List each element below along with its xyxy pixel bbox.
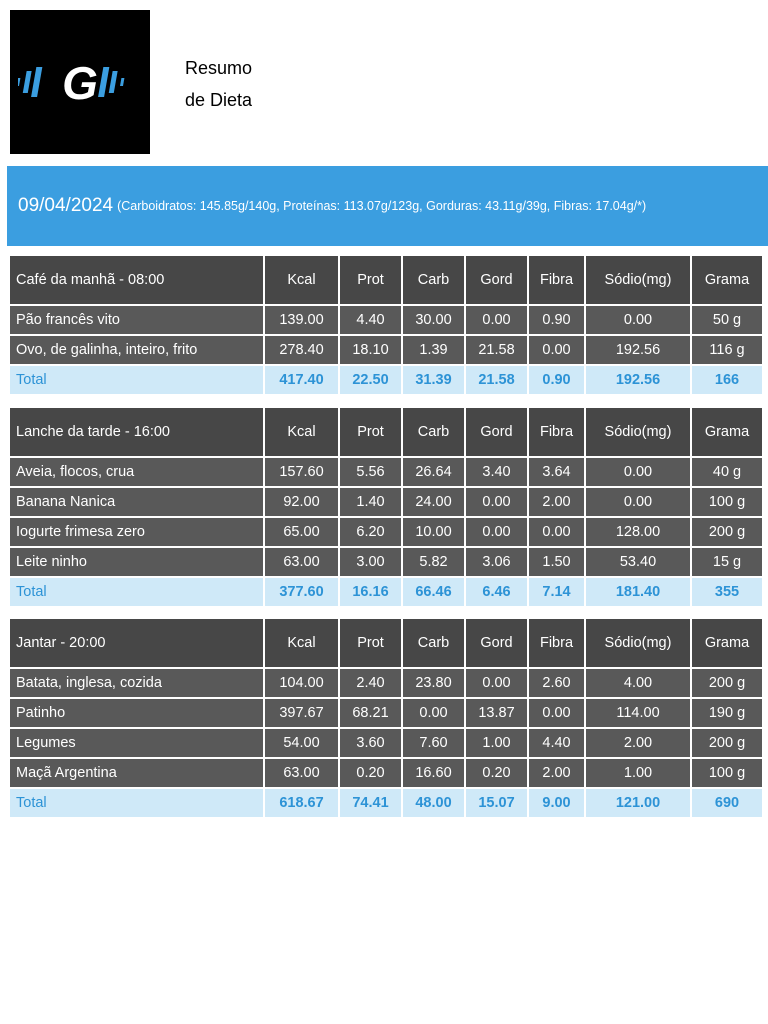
- food-sodio: 128.00: [586, 518, 690, 548]
- food-prot: 4.40: [340, 306, 401, 336]
- food-prot: 0.20: [340, 759, 401, 789]
- food-grama: 100 g: [692, 488, 762, 518]
- column-header-prot: Prot: [340, 408, 401, 458]
- food-row: [10, 306, 762, 336]
- app-logo: [10, 10, 150, 154]
- column-header-kcal: Kcal: [265, 408, 338, 458]
- total-row: [10, 789, 762, 819]
- meal-table: [8, 619, 764, 819]
- food-grama: 200 g: [692, 669, 762, 699]
- total-gord: 15.07: [466, 789, 527, 819]
- column-header-sodio: Sódio(mg): [586, 408, 690, 458]
- meal-title: Café da manhã - 08:00: [10, 256, 263, 306]
- food-row: [10, 518, 762, 548]
- food-sodio: 192.56: [586, 336, 690, 366]
- total-kcal: 618.67: [265, 789, 338, 819]
- food-fibra: 0.90: [529, 306, 584, 336]
- food-row: [10, 336, 762, 366]
- food-sodio: 4.00: [586, 669, 690, 699]
- food-carb: 0.00: [403, 699, 464, 729]
- food-gord: 1.00: [466, 729, 527, 759]
- total-label: Total: [10, 366, 263, 396]
- total-gord: 21.58: [466, 366, 527, 396]
- macro-summary: (Carboidratos: 145.85g/140g, Proteínas: 113.07g/123g, Gorduras: 43.11g/39g, Fibras: 17.04g/*): [117, 199, 647, 213]
- food-grama: 200 g: [692, 729, 762, 759]
- column-header-fibra: Fibra: [529, 256, 584, 306]
- diet-date: 09/04/2024: [18, 195, 114, 216]
- meal-table: [8, 408, 764, 608]
- food-grama: 15 g: [692, 548, 762, 578]
- food-grama: 190 g: [692, 699, 762, 729]
- food-name: Ovo, de galinha, inteiro, frito: [10, 336, 263, 366]
- food-gord: 0.00: [466, 488, 527, 518]
- column-header-carb: Carb: [403, 256, 464, 306]
- food-fibra: 3.64: [529, 458, 584, 488]
- food-sodio: 0.00: [586, 306, 690, 336]
- food-sodio: 1.00: [586, 759, 690, 789]
- food-row: [10, 548, 762, 578]
- column-header-kcal: Kcal: [265, 619, 338, 669]
- food-prot: 6.20: [340, 518, 401, 548]
- food-name: Batata, inglesa, cozida: [10, 669, 263, 699]
- food-row: [10, 488, 762, 518]
- total-gord: 6.46: [466, 578, 527, 608]
- food-prot: 5.56: [340, 458, 401, 488]
- column-header-gord: Gord: [466, 619, 527, 669]
- food-fibra: 0.00: [529, 336, 584, 366]
- food-kcal: 139.00: [265, 306, 338, 336]
- food-carb: 1.39: [403, 336, 464, 366]
- food-kcal: 65.00: [265, 518, 338, 548]
- food-sodio: 0.00: [586, 488, 690, 518]
- dumbbell-g-logo-icon: [18, 52, 142, 112]
- food-gord: 0.00: [466, 669, 527, 699]
- food-name: Pão francês vito: [10, 306, 263, 336]
- total-prot: 22.50: [340, 366, 401, 396]
- column-header-prot: Prot: [340, 619, 401, 669]
- total-prot: 74.41: [340, 789, 401, 819]
- meal-table: [8, 256, 764, 396]
- column-header-sodio: Sódio(mg): [586, 619, 690, 669]
- total-fibra: 0.90: [529, 366, 584, 396]
- food-fibra: 4.40: [529, 729, 584, 759]
- total-prot: 16.16: [340, 578, 401, 608]
- total-fibra: 7.14: [529, 578, 584, 608]
- meal-title: Jantar - 20:00: [10, 619, 263, 669]
- food-kcal: 63.00: [265, 759, 338, 789]
- food-kcal: 104.00: [265, 669, 338, 699]
- meal-header-row: [10, 619, 762, 669]
- food-gord: 3.06: [466, 548, 527, 578]
- total-carb: 31.39: [403, 366, 464, 396]
- total-fibra: 9.00: [529, 789, 584, 819]
- meal-header-row: [10, 408, 762, 458]
- column-header-fibra: Fibra: [529, 619, 584, 669]
- column-header-kcal: Kcal: [265, 256, 338, 306]
- food-name: Leite ninho: [10, 548, 263, 578]
- column-header-carb: Carb: [403, 619, 464, 669]
- food-sodio: 114.00: [586, 699, 690, 729]
- food-prot: 68.21: [340, 699, 401, 729]
- total-grama: 166: [692, 366, 762, 396]
- food-prot: 3.00: [340, 548, 401, 578]
- food-sodio: 2.00: [586, 729, 690, 759]
- food-fibra: 2.00: [529, 759, 584, 789]
- column-header-sodio: Sódio(mg): [586, 256, 690, 306]
- meal-title: Lanche da tarde - 16:00: [10, 408, 263, 458]
- food-prot: 1.40: [340, 488, 401, 518]
- total-kcal: 417.40: [265, 366, 338, 396]
- total-sodio: 192.56: [586, 366, 690, 396]
- food-carb: 30.00: [403, 306, 464, 336]
- column-header-gord: Gord: [466, 408, 527, 458]
- food-kcal: 157.60: [265, 458, 338, 488]
- food-kcal: 92.00: [265, 488, 338, 518]
- food-row: [10, 669, 762, 699]
- column-header-gord: Gord: [466, 256, 527, 306]
- total-sodio: 181.40: [586, 578, 690, 608]
- food-kcal: 397.67: [265, 699, 338, 729]
- food-row: [10, 699, 762, 729]
- column-header-fibra: Fibra: [529, 408, 584, 458]
- total-kcal: 377.60: [265, 578, 338, 608]
- total-carb: 66.46: [403, 578, 464, 608]
- food-row: [10, 759, 762, 789]
- column-header-prot: Prot: [340, 256, 401, 306]
- total-row: [10, 366, 762, 396]
- food-gord: 0.00: [466, 306, 527, 336]
- food-fibra: 0.00: [529, 699, 584, 729]
- food-gord: 0.00: [466, 518, 527, 548]
- food-gord: 0.20: [466, 759, 527, 789]
- food-sodio: 53.40: [586, 548, 690, 578]
- food-name: Patinho: [10, 699, 263, 729]
- food-carb: 5.82: [403, 548, 464, 578]
- food-carb: 26.64: [403, 458, 464, 488]
- food-prot: 2.40: [340, 669, 401, 699]
- total-grama: 355: [692, 578, 762, 608]
- food-name: Banana Nanica: [10, 488, 263, 518]
- food-carb: 24.00: [403, 488, 464, 518]
- food-fibra: 1.50: [529, 548, 584, 578]
- column-header-grama: Grama: [692, 619, 762, 669]
- total-carb: 48.00: [403, 789, 464, 819]
- food-carb: 23.80: [403, 669, 464, 699]
- food-carb: 7.60: [403, 729, 464, 759]
- food-row: [10, 729, 762, 759]
- total-label: Total: [10, 578, 263, 608]
- food-grama: 50 g: [692, 306, 762, 336]
- title-line-2: de Dieta: [185, 90, 253, 110]
- column-header-carb: Carb: [403, 408, 464, 458]
- food-carb: 16.60: [403, 759, 464, 789]
- food-name: Iogurte frimesa zero: [10, 518, 263, 548]
- food-grama: 40 g: [692, 458, 762, 488]
- food-gord: 3.40: [466, 458, 527, 488]
- food-sodio: 0.00: [586, 458, 690, 488]
- food-kcal: 54.00: [265, 729, 338, 759]
- title-line-1: Resumo: [185, 58, 253, 78]
- food-grama: 200 g: [692, 518, 762, 548]
- logo-letter: G: [62, 57, 98, 109]
- food-grama: 100 g: [692, 759, 762, 789]
- meal-header-row: [10, 256, 762, 306]
- total-sodio: 121.00: [586, 789, 690, 819]
- column-header-grama: Grama: [692, 256, 762, 306]
- food-name: Aveia, flocos, crua: [10, 458, 263, 488]
- food-fibra: 2.00: [529, 488, 584, 518]
- food-prot: 18.10: [340, 336, 401, 366]
- food-grama: 116 g: [692, 336, 762, 366]
- column-header-grama: Grama: [692, 408, 762, 458]
- food-name: Maçã Argentina: [10, 759, 263, 789]
- food-kcal: 278.40: [265, 336, 338, 366]
- document-title: [185, 52, 252, 116]
- food-prot: 3.60: [340, 729, 401, 759]
- food-gord: 13.87: [466, 699, 527, 729]
- food-kcal: 63.00: [265, 548, 338, 578]
- food-gord: 21.58: [466, 336, 527, 366]
- food-fibra: 0.00: [529, 518, 584, 548]
- food-name: Legumes: [10, 729, 263, 759]
- total-label: Total: [10, 789, 263, 819]
- food-fibra: 2.60: [529, 669, 584, 699]
- total-grama: 690: [692, 789, 762, 819]
- food-carb: 10.00: [403, 518, 464, 548]
- total-row: [10, 578, 762, 608]
- date-banner: [7, 166, 768, 246]
- food-row: [10, 458, 762, 488]
